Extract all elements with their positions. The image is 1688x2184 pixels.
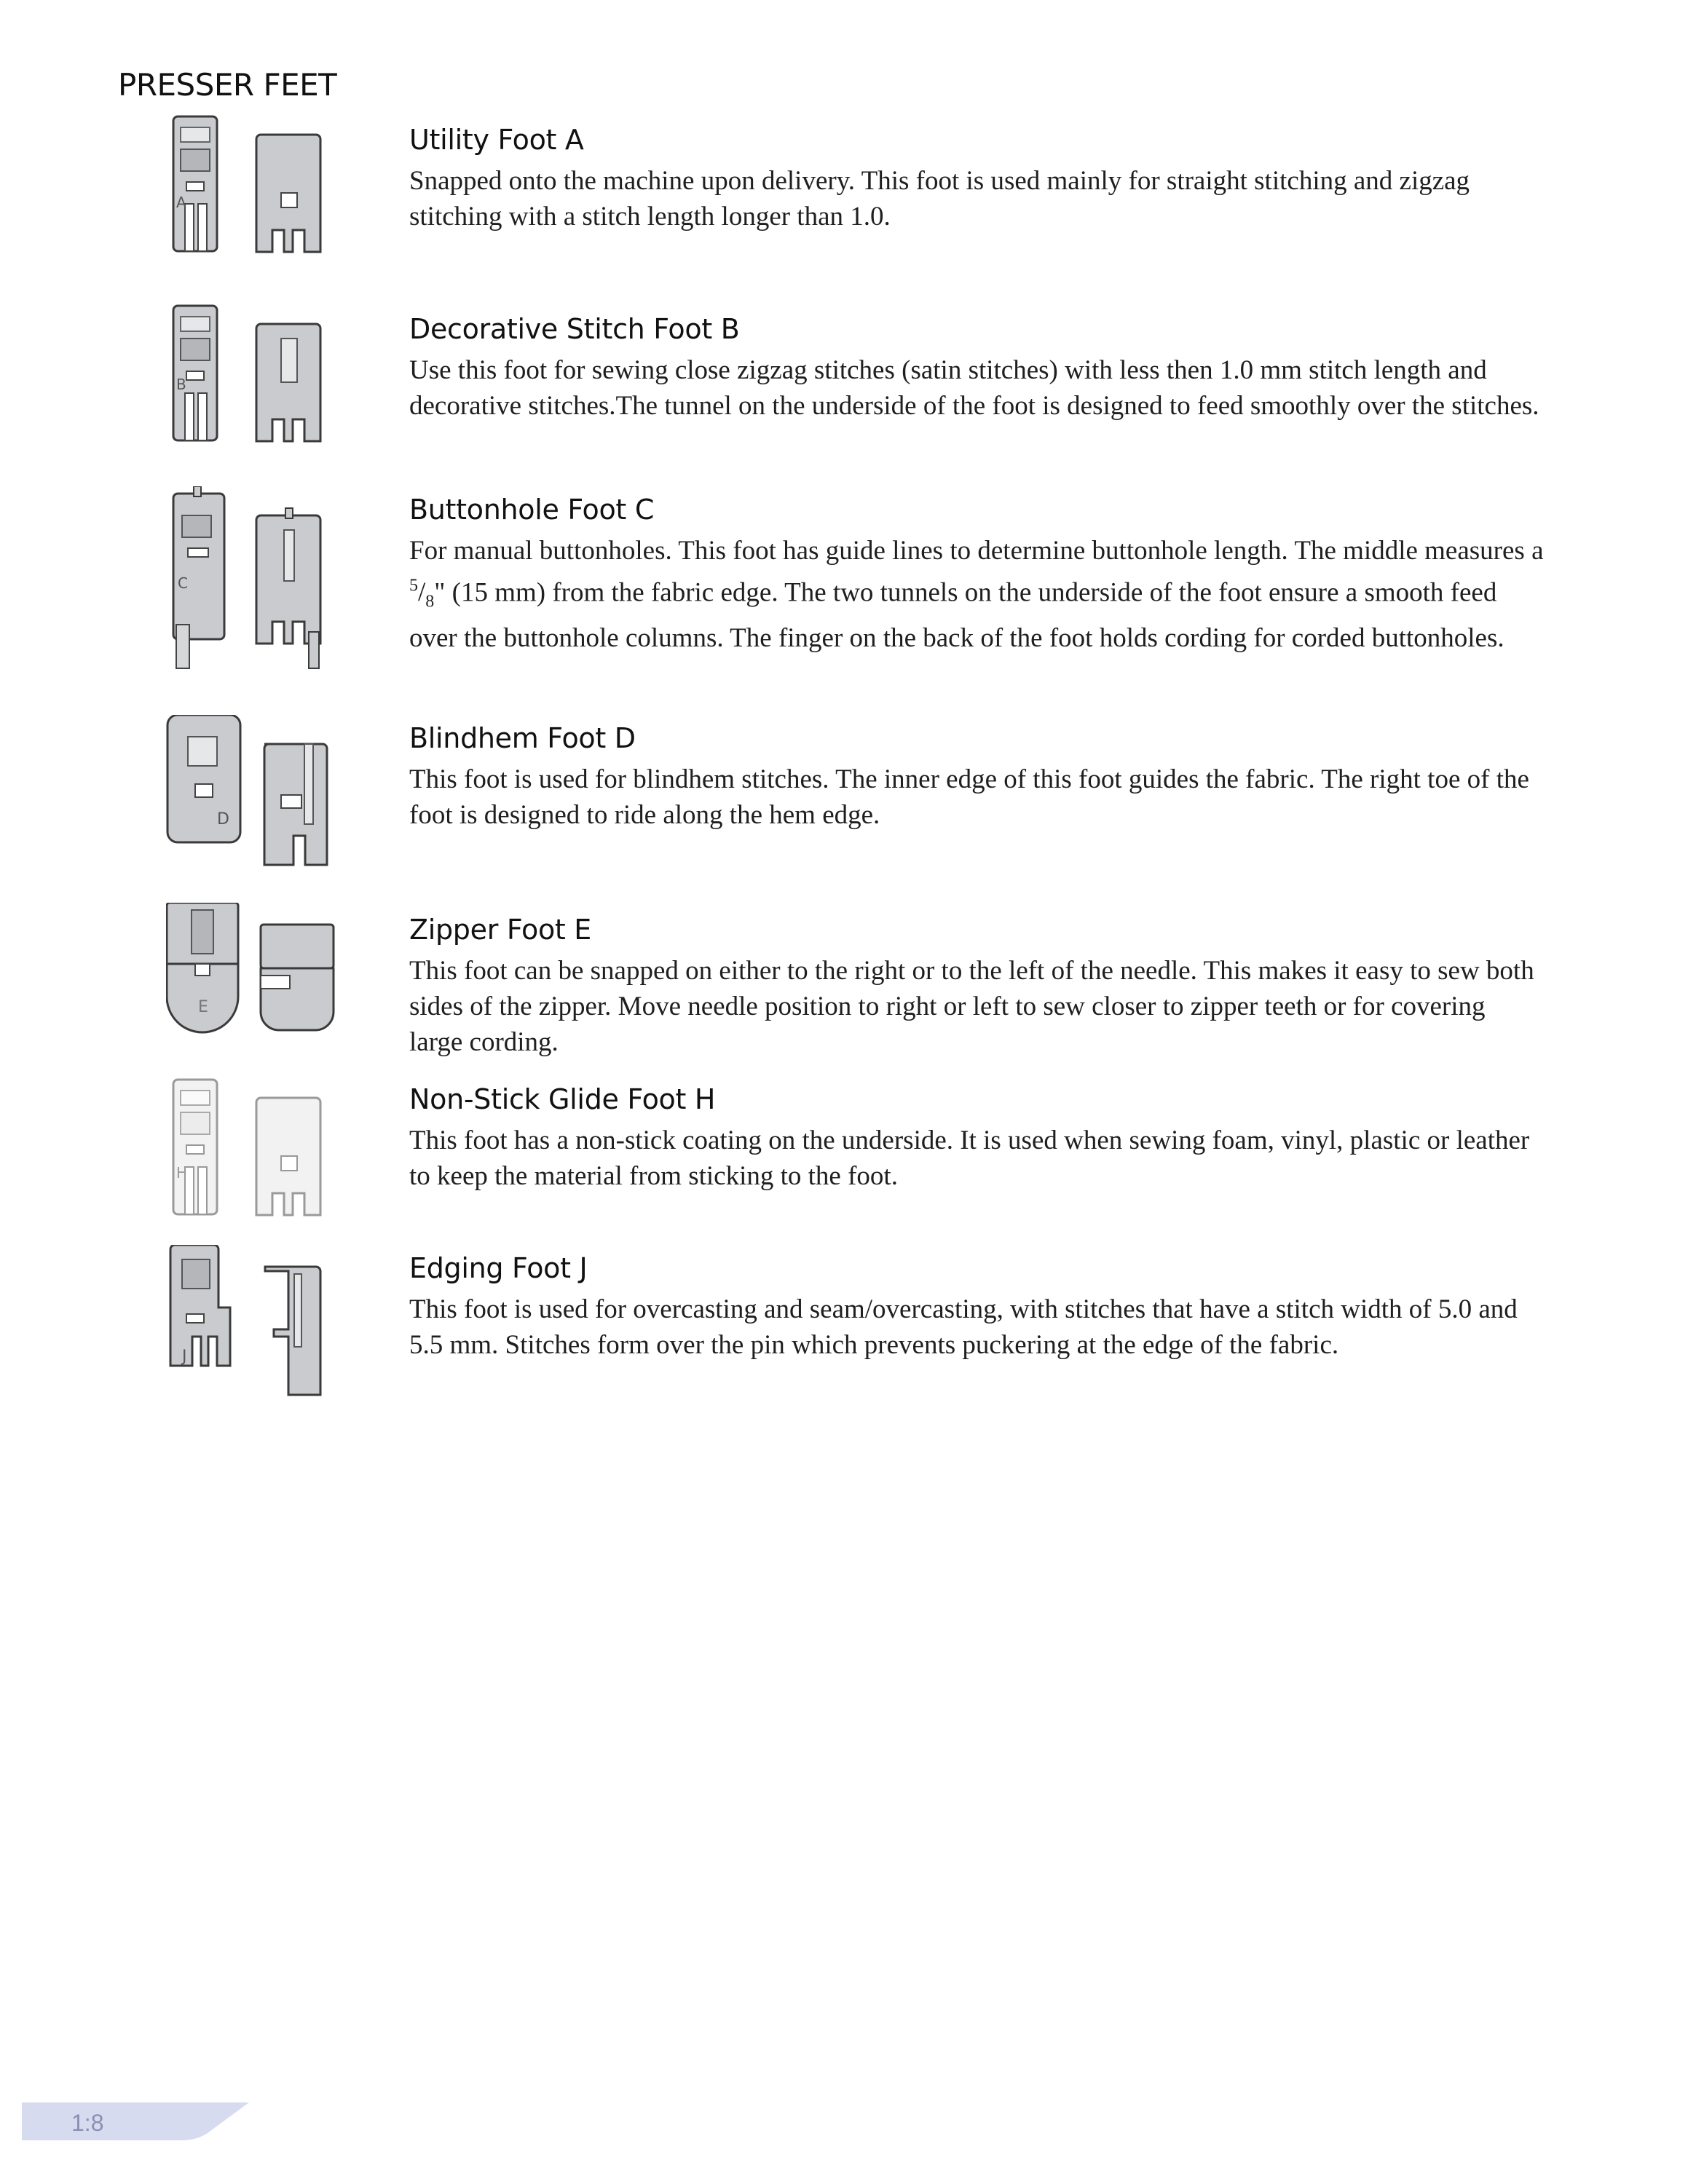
foot-body: This foot can be snapped on either to the right or to the left of the needle. This makes it easy to sew both sides of the zipper. Move needle position to right or left to sew closer to zipper teeth or for covering large cording. [409,956,1534,1057]
utility-foot-icon [166,113,341,258]
foot-letter: C [178,574,188,592]
foot-title: Edging Foot J [409,1252,588,1284]
foot-description [409,1083,1545,1194]
foot-body: Use this foot for sewing close zigzag stitches (satin stitches) with less then 1.0 mm stitch length and decorative stitches.The tunnel on the underside of the foot is designed to feed smoothly over the stitches. [409,355,1539,421]
decorative-stitch-foot-icon [166,302,341,448]
foot-letter: B [176,376,186,393]
foot-title: Blindhem Foot D [409,722,636,754]
foot-description [409,494,1545,656]
foot-description [409,722,1545,833]
page-tab [22,2102,249,2149]
foot-title: Decorative Stitch Foot B [409,313,740,345]
foot-body: For manual buttonholes. This foot has guide lines to determine buttonhole length. The middle measures a $^5/_8$" (15 mm) from the fabric edge. The two tunnels on the underside of the foot ensure a smooth feed over the buttonhole columns. The finger on the back of the foot holds cording for corded buttonholes. [409,536,1544,653]
foot-letter: J [182,1348,187,1366]
foot-body: Snapped onto the machine upon delivery. This foot is used mainly for straight stitching and zigzag stitching with a stitch length longer than 1.0. [409,166,1470,232]
foot-letter: A [176,194,186,211]
page-title: PRESSER FEET [118,67,337,103]
foot-description [409,1252,1545,1363]
foot-title: Zipper Foot E [409,914,592,946]
buttonhole-foot-icon [166,486,341,676]
zipper-foot-icon [166,903,341,1048]
foot-description [409,313,1545,424]
foot-title: Non-Stick Glide Foot H [409,1083,716,1115]
foot-letter: H [176,1164,188,1182]
foot-letter: E [198,998,208,1016]
foot-letter: D [217,810,229,828]
page-number: 1:8 [71,2110,104,2136]
blindhem-foot-icon [166,715,341,875]
edging-foot-icon [166,1245,341,1405]
non-stick-glide-foot-icon [166,1076,341,1222]
foot-title: Utility Foot A [409,124,584,156]
foot-description [409,124,1545,234]
foot-body: This foot is used for overcasting and seam/overcasting, with stitches that have a stitch width of 5.0 and 5.5 mm. Stitches form over the pin which prevents puckering at the edge of the fabric. [409,1294,1518,1360]
foot-body: This foot has a non-stick coating on the underside. It is used when sewing foam, vinyl, plastic or leather to keep the material from sticking to the foot. [409,1125,1530,1191]
foot-title: Buttonhole Foot C [409,494,655,526]
foot-body: This foot is used for blindhem stitches. The inner edge of this foot guides the fabric. The right toe of the foot is designed to ride along the hem edge. [409,764,1529,830]
foot-description [409,914,1545,1060]
